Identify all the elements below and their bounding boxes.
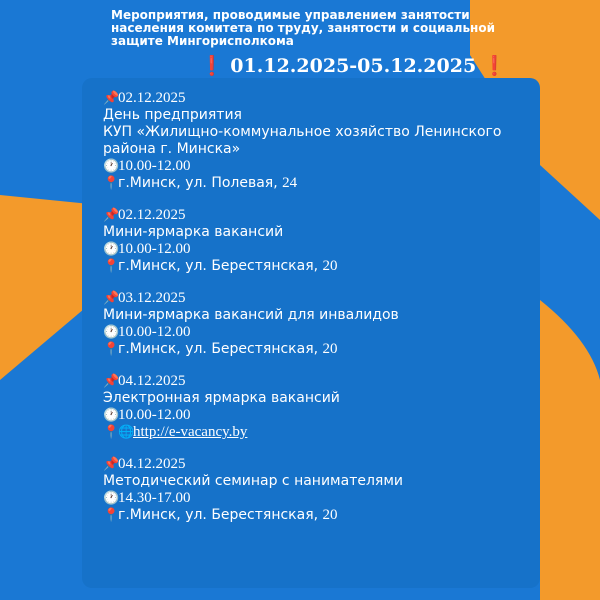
location-icon: 📍: [103, 508, 120, 523]
pushpin-icon: 📌: [103, 91, 120, 106]
exclamation-icon: ❗: [200, 55, 224, 77]
clock-icon: 🕐: [103, 325, 120, 340]
event-item: [103, 290, 533, 358]
event-item: [103, 207, 533, 275]
clock-icon: 🕐: [103, 408, 120, 423]
exclamation-icon: ❗: [482, 55, 507, 77]
pushpin-icon: 📌: [103, 291, 120, 306]
event-date: 03.12.2025: [118, 290, 186, 306]
event-place: г.Минск, ул. Берестянская,: [118, 258, 319, 274]
globe-icon: 🌐: [118, 425, 135, 440]
pushpin-icon: 📌: [103, 374, 120, 389]
clock-icon: 🕐: [103, 159, 120, 174]
event-title: Электронная ярмарка вакансий: [103, 390, 340, 406]
event-time: 10.00-12.00: [118, 158, 191, 174]
event-title: Методический семинар с нанимателями: [103, 473, 403, 489]
clock-icon: 🕐: [103, 491, 120, 506]
events-list: [103, 90, 533, 539]
event-place-number: 20: [322, 341, 338, 357]
event-time: 10.00-12.00: [118, 324, 191, 340]
event-title: День предприятия: [103, 107, 242, 123]
pushpin-icon: 📌: [103, 457, 120, 472]
date-range-text: 01.12.2025-05.12.2025: [230, 55, 477, 77]
event-place-number: 20: [322, 258, 338, 274]
location-icon: 📍: [103, 342, 120, 357]
event-date: 02.12.2025: [118, 90, 186, 106]
event-item: [103, 456, 533, 524]
header-title: Мероприятия, проводимые управлением занятости населения комитета по труду, занятости и социальной защите Мингорисполкома: [111, 8, 495, 48]
event-item: [103, 90, 533, 192]
event-date: 04.12.2025: [118, 373, 186, 389]
event-time: 10.00-12.00: [118, 241, 191, 257]
date-range: [200, 54, 507, 78]
clock-icon: 🕐: [103, 242, 120, 257]
event-title: Мини-ярмарка вакансий для инвалидов: [103, 307, 399, 323]
event-place: г.Минск, ул. Полевая,: [118, 175, 278, 191]
event-title: Мини-ярмарка вакансий: [103, 224, 284, 240]
event-place-number: 20: [322, 507, 338, 523]
location-icon: 📍: [103, 259, 120, 274]
e-vacancy-link[interactable]: http://e-vacancy.by: [133, 424, 248, 440]
event-time: 10.00-12.00: [118, 407, 191, 423]
event-date: 04.12.2025: [118, 456, 186, 472]
location-icon: 📍: [103, 176, 120, 191]
pushpin-icon: 📌: [103, 208, 120, 223]
event-subtitle: КУП «Жилищно-коммунальное хозяйство Ленинского района г. Минска»: [103, 124, 502, 157]
event-date: 02.12.2025: [118, 207, 186, 223]
event-place: г.Минск, ул. Берестянская,: [118, 341, 319, 357]
event-item: [103, 373, 533, 441]
event-place: г.Минск, ул. Берестянская,: [118, 507, 319, 523]
location-icon: 📍: [103, 425, 120, 440]
event-place-number: 24: [282, 175, 298, 191]
event-time: 14.30-17.00: [118, 490, 191, 506]
